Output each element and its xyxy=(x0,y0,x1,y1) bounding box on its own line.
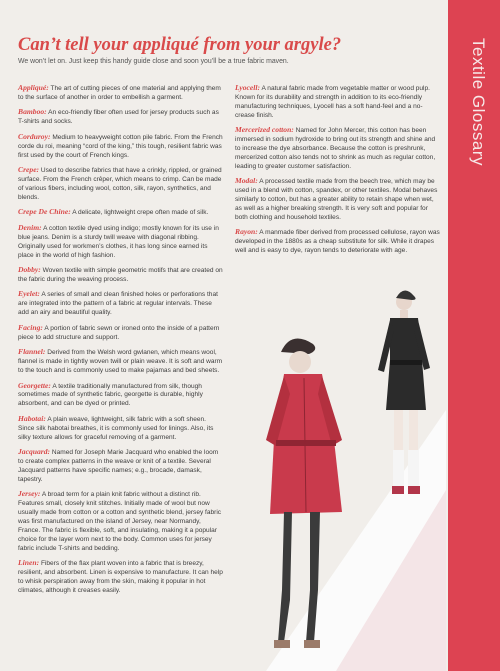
glossary-term: Mercerized cotton: xyxy=(235,125,294,135)
glossary-entry xyxy=(18,415,223,443)
glossary-definition: A natural fabric made from vegetable matter or wood pulp. Known for its durability and strength in addition to its eco-friendly manufacturing techniques, Lyocell has a soft hand-feel and a no-crease finish. xyxy=(235,85,430,119)
glossary-definition: Woven textile with simple geometric motifs that are created on the fabric during the weaving process. xyxy=(18,267,223,283)
glossary-entry xyxy=(18,108,223,127)
glossary-definition: An eco-friendly fiber often used for jersey products such as T-shirts and socks. xyxy=(18,109,219,126)
glossary-definition: A textile traditionally manufactured from silk, though sometimes made of synthetic fabric, georgette is durable, highly absorbent, and can be dyed or printed. xyxy=(18,382,203,408)
glossary-entry xyxy=(18,84,223,103)
sidebar-tab xyxy=(448,0,500,671)
glossary-term: Eyelet: xyxy=(18,289,40,299)
glossary-entry xyxy=(18,166,223,203)
glossary-term: Rayon: xyxy=(235,227,258,237)
glossary-entry xyxy=(18,290,223,318)
glossary-definition: A portion of fabric sewn or ironed onto the inside of a pattern piece to add structure and support. xyxy=(18,324,220,341)
glossary-entry xyxy=(18,490,223,553)
glossary-definition: A delicate, lightweight crepe often made of silk. xyxy=(72,209,209,217)
glossary-entry xyxy=(18,448,223,485)
glossary-term: Denim: xyxy=(18,222,42,232)
glossary-term: Bamboo: xyxy=(18,107,47,117)
glossary-term: Habotai: xyxy=(18,413,46,423)
glossary-entry xyxy=(18,324,223,343)
glossary-term: Jacquard: xyxy=(18,447,51,457)
right-column xyxy=(235,84,440,262)
glossary-entry xyxy=(235,177,440,223)
glossary-term: Dobby: xyxy=(18,265,41,275)
intro-text: We won’t let on. Just keep this handy guide close and soon you’ll be a true fabric maven. xyxy=(18,58,289,65)
glossary-definition: Named for John Mercer, this cotton has been immersed in sodium hydroxide to bring out its strength and shine and to increase the dye absorbance. Because the cotton is preshrunk, mercerized cotton also tends not to shrink as much as regular cotton, leading to greater customer satisfaction. xyxy=(235,127,436,170)
glossary-entry xyxy=(235,228,440,256)
glossary-term: Lyocell: xyxy=(235,83,261,92)
glossary-entry xyxy=(18,133,223,161)
fashion-illustration xyxy=(226,290,446,671)
left-column xyxy=(18,84,223,602)
glossary-definition: Used to describe fabrics that have a crinkly, rippled, or grained surface. From the French crêper, which means to crimp. Can be made of various fibers, including wool, cotton, silk, rayon, synthetics, and blends. xyxy=(18,167,222,201)
glossary-definition: A plain weave, lightweight, silk fabric with a soft sheen. Since silk habotai breathes, it is commonly used for linings. Also, its silky texture allows for graceful removing of a garment. xyxy=(18,415,214,441)
glossary-term: Crepe De Chine: xyxy=(18,207,71,217)
glossary-definition: A broad term for a plain knit fabric without a distinct rib. Features small, closely knit stitches. Initially made of wool but now usually made from cotton or a cotton and synthetic blend, jersey fabric was first manufactured on the island of Jersey, near Normandy, France. The fabric is flexible, soft, and insulating, making it a popular choice for the layer worn next to the body. Common uses for jersey fabric include T-shirts and bedding. xyxy=(18,491,222,552)
glossary-entry xyxy=(18,224,223,261)
glossary-definition: A processed textile made from the beech tree, which may be used in a blend with cotton, spandex, or other textiles. Modal behaves similarly to cotton, but has a greater ability to retain shape when wet, as well as a higher breaking strength. It is very soft and popular for both clothing and household textiles. xyxy=(235,178,438,221)
glossary-definition: Derived from the Welsh word gwlanen, which means wool, flannel is made in tightly woven twill or plain weave. It is soft and warm to the touch and is commonly used to make pajamas and bed sheets. xyxy=(18,349,223,374)
glossary-entry xyxy=(18,348,223,376)
glossary-definition: A cotton textile dyed using indigo; mostly known for its use in blue jeans. Denim is a sturdy twill weave with diagonal ribbing. Originally used for workmen’s clothes, it has long since earned its place in the world of high fashion. xyxy=(18,224,219,259)
glossary-definition: Named for Joseph Marie Jacquard who enabled the loom to create complex patterns in the weave or knit of a textile. Several Jacquard patterns have specific names; e.g., brocade, damask, tapestry. xyxy=(18,449,219,483)
glossary-entry xyxy=(18,559,223,596)
glossary-definition: Fibers of the flax plant woven into a fabric that is breezy, resilient, and absorbent. Linen is expensive to manufacture. It can help to whisk perspiration away from the skin, making it popular in hot climates, although it creases easily. xyxy=(18,560,223,594)
glossary-definition: A manmade fiber derived from processed cellulose, rayon was developed in the 1880s as a cheap substitute for silk. While it drapes well and is easy to dye, rayon tends to deteriorate with age. xyxy=(235,229,440,255)
glossary-definition: Medium to heavyweight cotton pile fabric. From the French corde du roi, meaning “cord of the king,” this tough, resilient fabric was first used by the court of French kings. xyxy=(18,133,223,159)
glossary-term: Modal: xyxy=(235,176,258,186)
glossary-term: Flannel: xyxy=(18,347,46,357)
glossary-term: Corduroy: xyxy=(18,131,51,141)
glossary-entry xyxy=(18,208,223,218)
glossary-entry xyxy=(18,382,223,410)
glossary-term: Crepe: xyxy=(18,165,40,175)
glossary-term: Georgette: xyxy=(18,380,51,390)
glossary-definition: A series of small and clean finished holes or perforations that are integrated into the pattern of a fabric at regular intervals. These add an airy and beautiful quality. xyxy=(18,291,218,317)
glossary-entry xyxy=(18,266,223,285)
glossary-entry xyxy=(235,84,440,121)
glossary-term: Jersey: xyxy=(18,489,41,499)
sidebar-label: Textile Glossary xyxy=(469,38,488,166)
glossary-term: Appliqué: xyxy=(18,83,49,92)
glossary-entry xyxy=(235,126,440,172)
glossary-term: Linen: xyxy=(18,558,40,568)
glossary-term: Facing: xyxy=(18,322,43,332)
page-title: Can’t tell your appliqué from your argyle? xyxy=(18,35,342,55)
glossary-definition: The art of cutting pieces of one material and applying them to the surface of another in order to embellish a garment. xyxy=(18,85,221,101)
